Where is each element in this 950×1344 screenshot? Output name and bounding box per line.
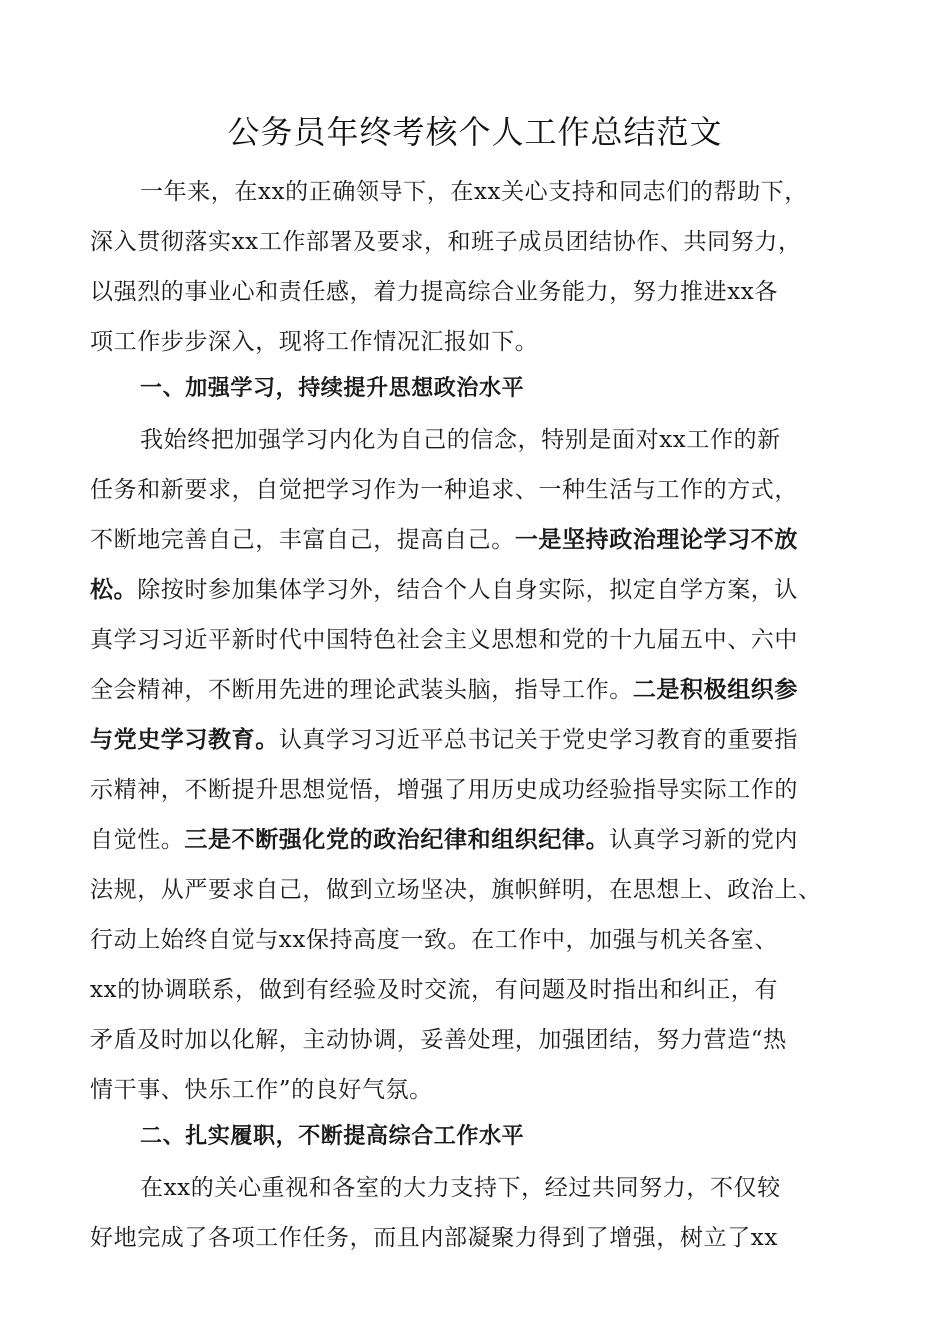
bold-point-1: 一是坚持政治理论学习不放 [514, 527, 799, 553]
text-run: 认真学习习近平总书记关于党史学习教育的重要指 [278, 727, 799, 753]
text-run: 认真学习新的党内 [609, 827, 799, 853]
bold-point-2: 二是积极组织参 [632, 677, 799, 703]
section-2-heading: 二、扎实履职，不断提高综合工作水平 [140, 1124, 525, 1149]
text-run: 除按时参加集体学习外，结合个人自身实际，拟定自学方案，认 [137, 577, 799, 603]
section-1-line-9 [90, 822, 798, 858]
section-1-line-11: 行动上始终自觉与xx保持高度一致。在工作中，加强与机关各室、 [90, 927, 778, 953]
page-title: 公务员年终考核个人工作总结范文 [227, 113, 723, 151]
section-1-line-3 [90, 522, 798, 558]
section-1-line-2: 任务和新要求，自觉把学习作为一种追求、一种生活与工作的方式， [90, 477, 798, 503]
text-run: 不断地完善自己，丰富自己，提高自己。 [90, 527, 515, 553]
section-1-heading: 一、加强学习，持续提升思想政治水平 [140, 376, 525, 401]
section-1-line-1: 我始终把加强学习内化为自己的信念，特别是面对xx工作的新 [140, 427, 781, 453]
intro-line-2: 深入贯彻落实xx工作部署及要求，和班子成员团结协作、共同努力， [90, 229, 802, 255]
section-1-line-14: 情干事、快乐工作”的良好气氛。 [90, 1077, 433, 1103]
section-1-line-4 [90, 572, 798, 608]
intro-line-4: 项工作步步深入，现将工作情况汇报如下。 [90, 329, 539, 355]
bold-point-3: 三是不断强化党的政治纪律和组织纪律。 [184, 827, 610, 853]
intro-line-3: 以强烈的事业心和责任感，着力提高综合业务能力，努力推进xx各 [90, 279, 778, 305]
text-run: 全会精神，不断用先进的理论武装头脑，指导工作。 [90, 677, 633, 703]
section-1-line-5: 真学习习近平新时代中国特色社会主义思想和党的十九届五中、六中 [90, 627, 798, 653]
section-1-line-7 [90, 722, 798, 758]
section-1-line-10: 法规，从严要求自己，做到立场坚决，旗帜鲜明，在思想上、政治上、 [90, 877, 822, 903]
bold-point-2-end: 与党史学习教育。 [90, 727, 279, 753]
section-1-line-6 [90, 672, 798, 708]
section-2-line-1: 在xx的关心重视和各室的大力支持下，经过共同努力，不仅较 [140, 1175, 781, 1201]
intro-line-1: 一年来，在xx的正确领导下，在xx关心支持和同志们的帮助下， [140, 179, 808, 205]
section-1-line-8: 示精神，不断提升思想觉悟，增强了用历史成功经验指导实际工作的 [90, 777, 798, 803]
section-1-line-12: xx的协调联系，做到有经验及时交流，有问题及时指出和纠正，有 [90, 977, 778, 1003]
bold-point-1-end: 松。 [90, 577, 138, 603]
section-2-line-2: 好地完成了各项工作任务，而且内部凝聚力得到了增强，树立了xx [90, 1225, 778, 1251]
text-run: 自觉性。 [90, 827, 185, 853]
section-1-line-13: 矛盾及时加以化解，主动协调，妥善处理，加强团结，努力营造“热 [90, 1027, 787, 1053]
